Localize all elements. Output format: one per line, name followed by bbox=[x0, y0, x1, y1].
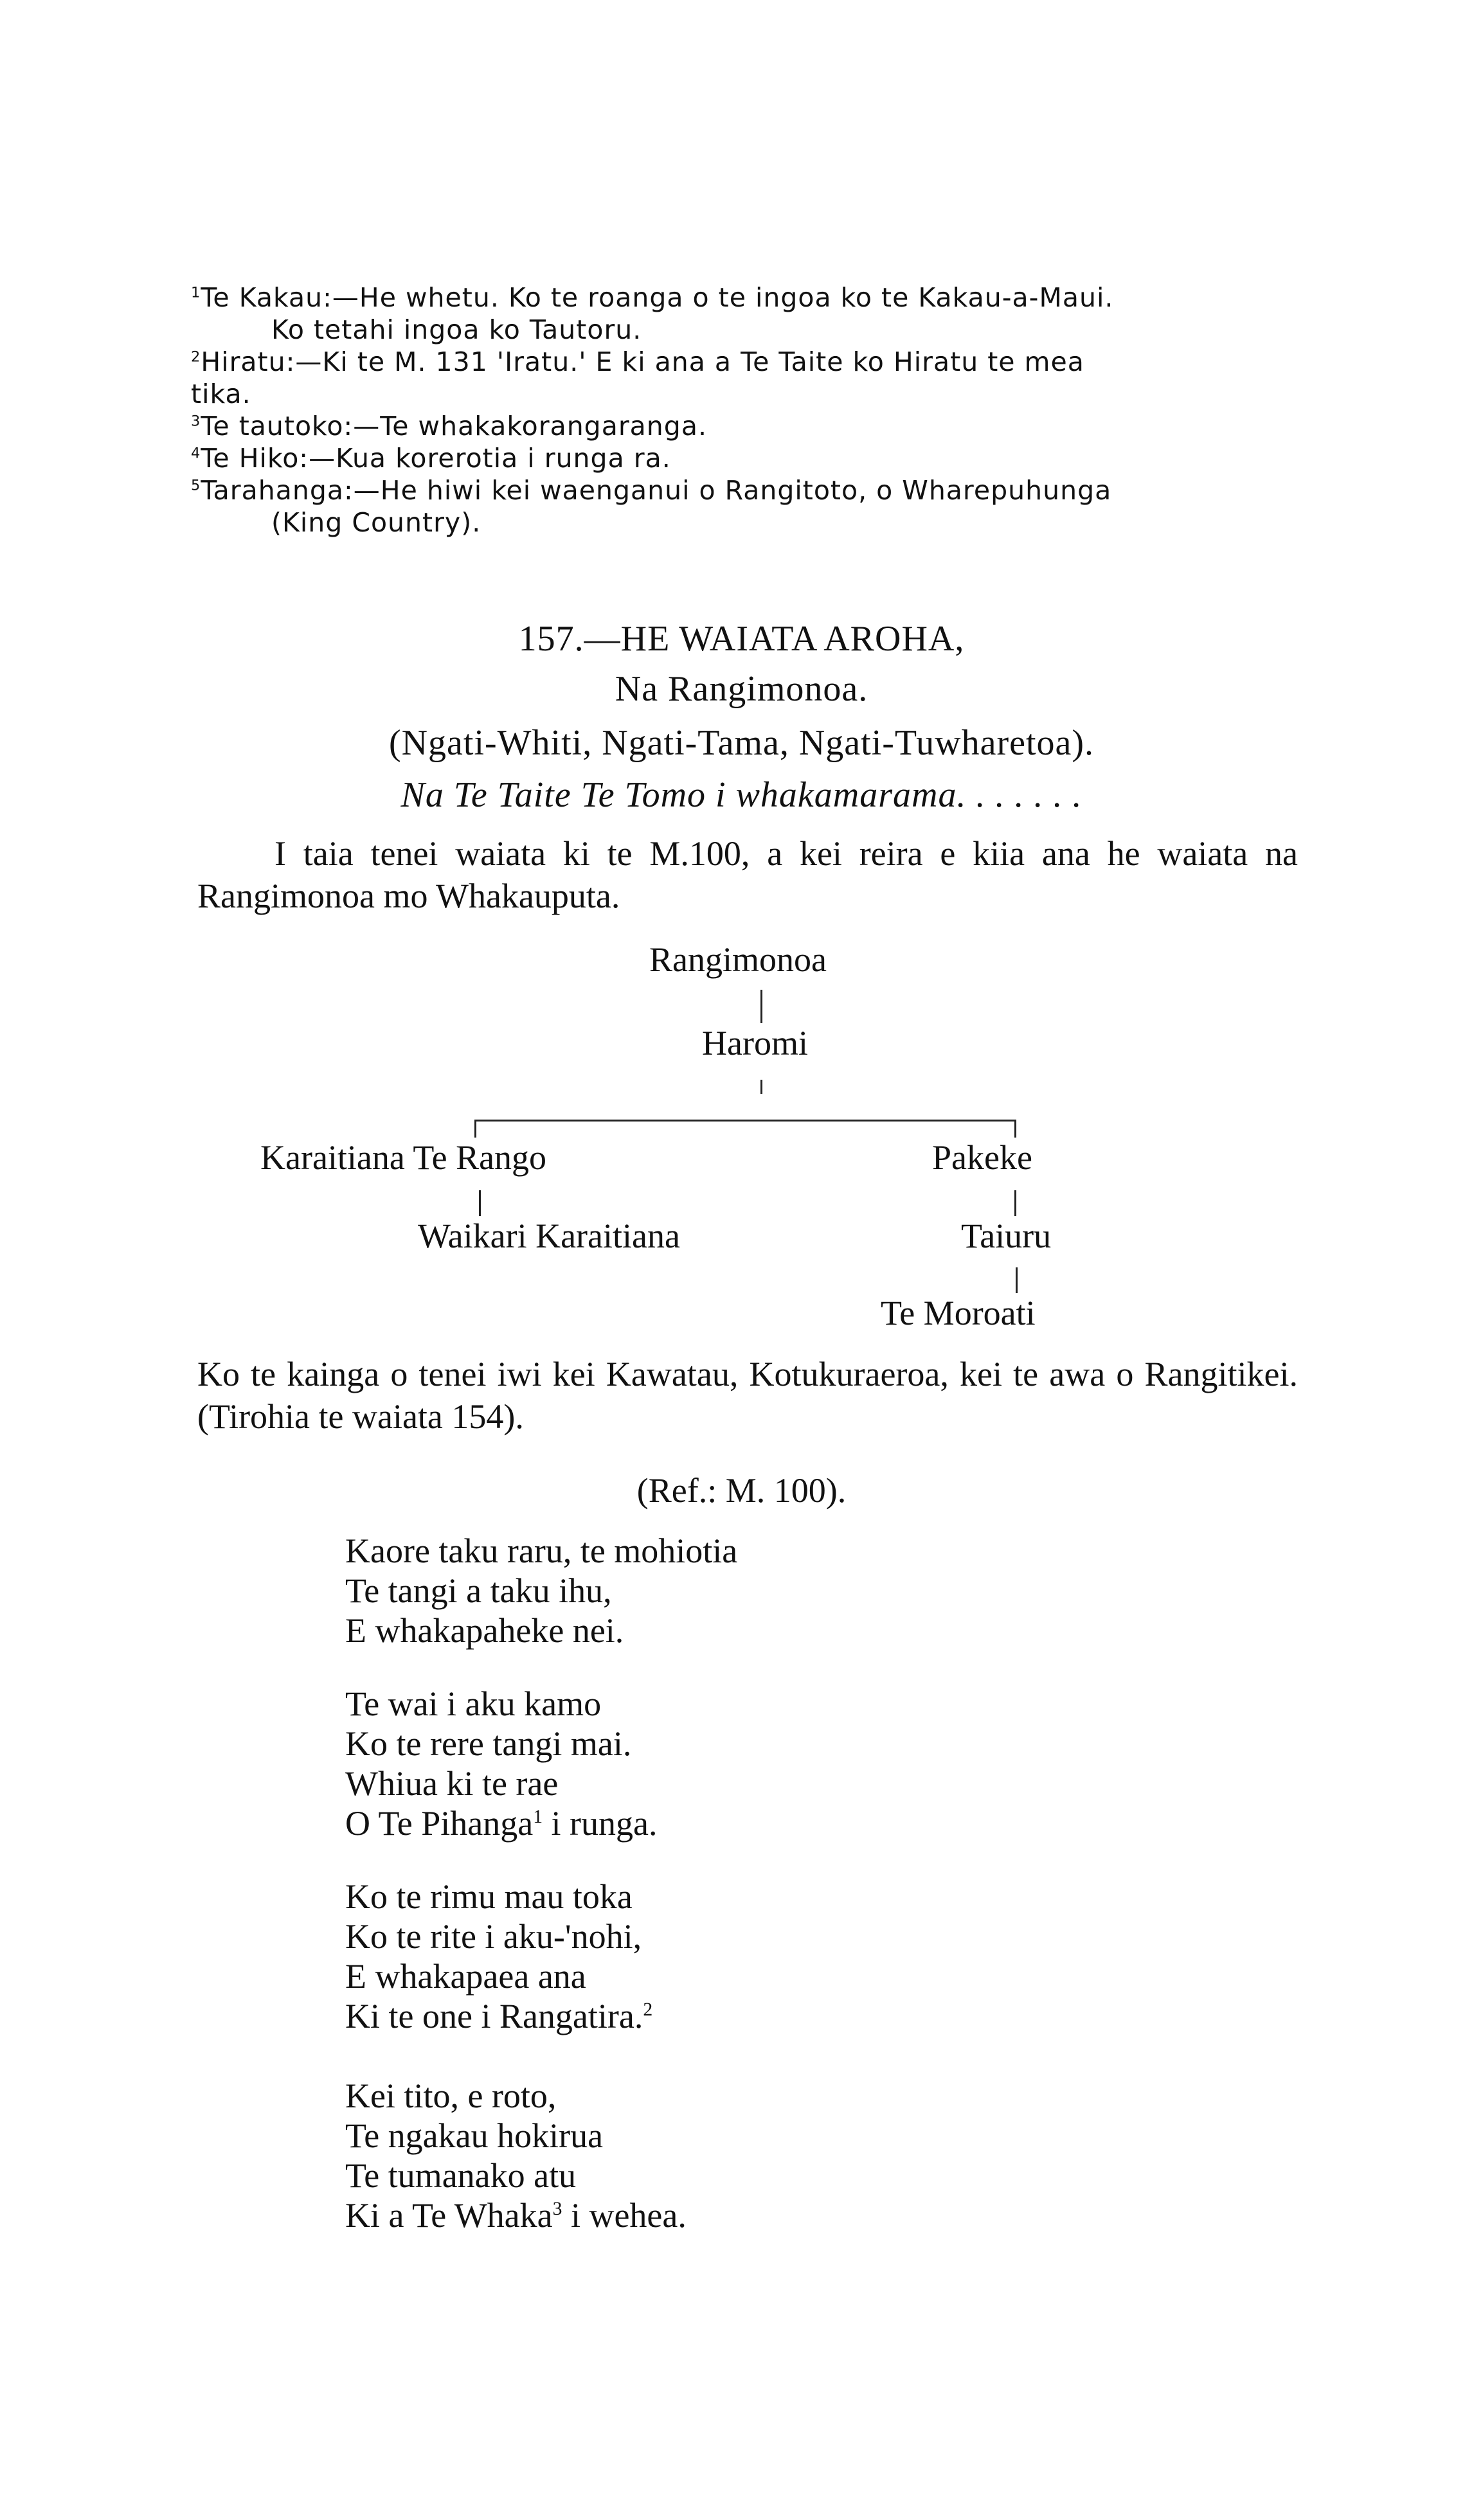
verse-line: Ki te one i Rangatira.$^2$ bbox=[345, 1997, 653, 2035]
footnote-2: $^2$Hiratu:—Ki te M. 131 'Iratu.' E ki ana a Te Taite ko Hiratu te mea tika. bbox=[191, 346, 1084, 409]
song-title: 157.—HE WAIATA AROHA, bbox=[518, 619, 965, 659]
genealogy-root: Rangimonoa bbox=[649, 940, 827, 979]
verse-line: Te tumanako atu bbox=[345, 2156, 577, 2195]
genealogy-connector bbox=[760, 1080, 762, 1094]
footnote-marker: 1 bbox=[533, 1807, 543, 1827]
genealogy-right-1: Pakeke bbox=[932, 1138, 1032, 1177]
verse-line: Ko te rimu mau toka bbox=[345, 1877, 633, 1916]
genealogy-left-1: Karaitiana Te Rango bbox=[260, 1138, 547, 1177]
song-tribes: (Ngati-Whiti, Ngati-Tama, Ngati-Tuwharetoa). bbox=[388, 723, 1095, 763]
verse-line: E whakapaheke nei. bbox=[345, 1611, 624, 1650]
genealogy-left-2: Waikari Karaitiana bbox=[418, 1217, 680, 1255]
genealogy-connector bbox=[1014, 1190, 1016, 1216]
footnote-3: $^3$Te tautoko:—Te whakakorangaranga. bbox=[191, 411, 707, 442]
verse-line: Ki a Te Whaka$^3$ i wehea. bbox=[345, 2196, 687, 2235]
verse-1 bbox=[345, 1531, 737, 1650]
verse-line: Kei tito, e roto, bbox=[345, 2077, 557, 2115]
genealogy-connector bbox=[1016, 1267, 1018, 1293]
verse-line: Ko te rite i aku-'nohi, bbox=[345, 1917, 642, 1956]
genealogy-connector bbox=[760, 990, 762, 1023]
verse-4 bbox=[345, 2076, 687, 2235]
footnotes bbox=[191, 281, 1297, 539]
verse-3 bbox=[345, 1877, 652, 2036]
footnote-marker: 3 bbox=[552, 2199, 562, 2219]
genealogy-child: Haromi bbox=[702, 1024, 808, 1062]
footnote-marker: 2 bbox=[643, 1999, 653, 2020]
verse-line: Kaore taku raru, te mohiotia bbox=[345, 1532, 738, 1570]
song-author: Na Rangimonoa. bbox=[615, 669, 868, 709]
intro-paragraph: I taia tenei waiata ki te M.100, a kei reira e kiia ana he waiata na Rangimonoa mo Whakauputa. bbox=[197, 834, 1298, 915]
verse-line: Te tangi a taku ihu, bbox=[345, 1571, 612, 1610]
genealogy-connector bbox=[479, 1190, 481, 1216]
verse-2 bbox=[345, 1684, 657, 1843]
verse-line: Te wai i aku kamo bbox=[345, 1684, 602, 1723]
footnote-1: $^1$Te Kakau:—He whetu. Ko te roanga o te ingoa ko te Kakau-a-Maui. Ko tetahi ingoa ko Tautoru. bbox=[191, 282, 1114, 345]
song-explainer: Na Te Taite Te Tomo i whakamarama. . . . . . . bbox=[400, 775, 1083, 815]
footnote-5: $^5$Tarahanga:—He hiwi kei waenganui o Rangitoto, o Wharepuhunga (King Country). bbox=[191, 475, 1112, 538]
reference: (Ref.: M. 100). bbox=[636, 1471, 847, 1510]
verse-line: E whakapaea ana bbox=[345, 1957, 586, 1996]
genealogy-connector bbox=[474, 1120, 476, 1138]
genealogy-right-2: Taiuru bbox=[961, 1217, 1052, 1255]
verse-line: O Te Pihanga$^1$ i runga. bbox=[345, 1804, 658, 1843]
genealogy-right-3: Te Moroati bbox=[881, 1294, 1036, 1332]
footnote-4: $^4$Te Hiko:—Kua korerotia i runga ra. bbox=[191, 443, 671, 474]
verse-line: Te ngakau hokirua bbox=[345, 2116, 604, 2155]
verse-line: Whiua ki te rae bbox=[345, 1764, 559, 1803]
verse-line: Ko te rere tangi mai. bbox=[345, 1724, 632, 1763]
genealogy-connector bbox=[1014, 1120, 1016, 1138]
location-paragraph: Ko te kainga o tenei iwi kei Kawatau, Kotukuraeroa, kei te awa o Rangitikei. (Tirohia te waiata 154). bbox=[197, 1355, 1298, 1436]
genealogy-connector bbox=[474, 1120, 1016, 1121]
